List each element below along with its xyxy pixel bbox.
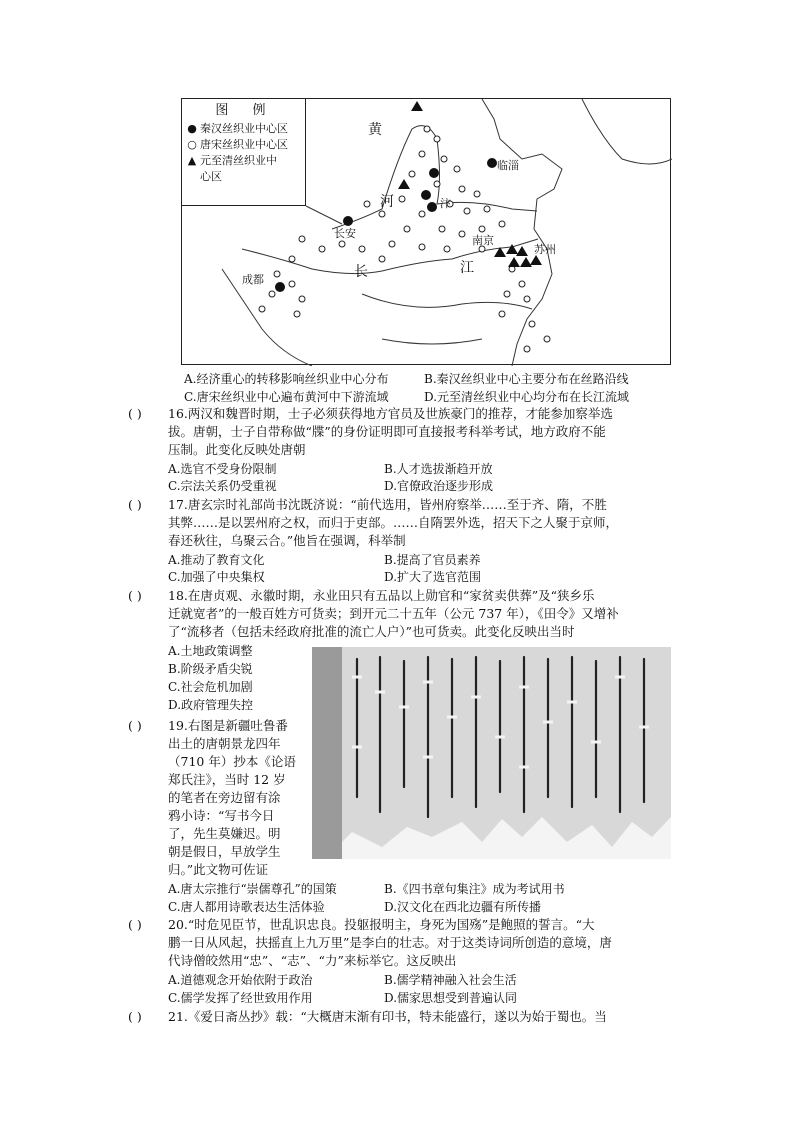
filled-circle-icon: ● xyxy=(187,122,197,135)
question-line: 朝是假日，早放学生 xyxy=(168,844,281,859)
option-a: A.土地政策调整 xyxy=(168,644,253,658)
question-line: 18.在唐贞观、永徽时期，永业田只有五品以上勋官和“家贫卖供葬”及“狭乡乐 xyxy=(168,588,595,603)
question-line: 郑氏注》，当时 12 岁 xyxy=(168,772,286,787)
option-b: B.秦汉丝织业中心主要分布在丝路沿线 xyxy=(424,372,629,386)
place-label: 长安 xyxy=(334,227,356,240)
question-line: 的笔者在旁边留有涂 xyxy=(168,790,281,805)
hollow-circle-icon: ○ xyxy=(187,138,197,151)
option-a: A.经济重心的转移影响丝织业中心分布 xyxy=(184,372,389,386)
answer-bracket: ( ) xyxy=(128,917,142,932)
question-line: 21.《爱日斋丛抄》载：“大概唐末渐有印书，特未能盛行，遂以为始于蜀也。当 xyxy=(168,1009,607,1024)
river-label: 江 xyxy=(460,260,474,276)
answer-bracket: ( ) xyxy=(128,718,142,733)
option-a: A.唐太宗推行“崇儒尊孔”的国策 xyxy=(168,882,337,896)
place-label: 成都 xyxy=(242,273,264,286)
answer-bracket: ( ) xyxy=(128,1009,142,1024)
manuscript-image xyxy=(312,647,671,859)
question-line: 了“流移者（包括未经政府批准的流亡人户）”也可货卖。此变化反映出当时 xyxy=(168,624,575,639)
option-b: B.《四书章句集注》成为考试用书 xyxy=(384,882,565,896)
question-line: 拔。唐朝，士子自带称做“牒”的身份证明即可直接报考科举考试，地方政府不能 xyxy=(168,424,606,439)
question-line: 鹏一日从风起，扶摇直上九万里”是李白的壮志。对于这类诗词所创造的意境，唐 xyxy=(168,935,612,950)
legend-title: 图 例 xyxy=(215,103,276,118)
option-d: D.扩大了选官范围 xyxy=(384,570,482,584)
place-label: 汴 xyxy=(440,197,451,210)
option-c: C.唐宋丝织业中心遍布黄河中下游流域 xyxy=(184,390,389,404)
manuscript-photo xyxy=(312,647,671,859)
legend-label: 唐宋丝织业中心区 xyxy=(200,138,288,151)
legend-item xyxy=(186,137,305,153)
river-label: 河 xyxy=(380,194,394,210)
question-line: 16.两汉和魏晋时期，士子必须获得地方官员及世族豪门的推荐，才能参加察举选 xyxy=(168,406,613,421)
question-line: 20.“时危见臣节，世乱识忠良。投躯报明主，身死为国殇”是鲍照的誓言。“大 xyxy=(168,917,595,932)
option-a: A.推动了教育文化 xyxy=(168,553,265,567)
silk-industry-map xyxy=(181,98,671,365)
river-label: 长 xyxy=(354,264,368,280)
river-label: 黄 xyxy=(368,122,382,138)
option-b: B.提高了官员素养 xyxy=(384,553,481,567)
option-d: D.汉文化在西北边疆有所传播 xyxy=(384,900,542,914)
option-c: C.唐人都用诗歌表达生活体验 xyxy=(168,900,325,914)
place-label: 南京 xyxy=(472,234,494,247)
question-line: （710 年）抄本《论语 xyxy=(168,754,296,769)
option-c: C.儒学发挥了经世致用作用 xyxy=(168,991,313,1005)
question-line: 春还秋往，乌聚云合。”他旨在强调，科举制 xyxy=(168,533,406,548)
question-line: 归。”此文物可佐证 xyxy=(168,862,269,877)
answer-bracket: ( ) xyxy=(128,497,142,512)
legend-label: 秦汉丝织业中心区 xyxy=(200,122,288,135)
map-legend xyxy=(182,99,306,206)
option-b: B.阶级矛盾尖锐 xyxy=(168,662,253,676)
option-c: C.社会危机加剧 xyxy=(168,680,253,694)
option-d: D.元至清丝织业中心均分布在长江流域 xyxy=(424,390,630,404)
question-line: 迁就宽者”的一般百姓方可货卖；到开元二十五年（公元 737 年），《田令》又增补 xyxy=(168,606,619,621)
option-a: A.选官不受身份限制 xyxy=(168,462,277,476)
option-b: B.人才选拔渐趋开放 xyxy=(384,462,493,476)
question-line: 其弊……是以罢州府之权，而归于吏部。……自隋罢外选，招天下之人聚于京师， xyxy=(168,515,619,530)
option-c: C.加强了中央集权 xyxy=(168,570,265,584)
answer-bracket: ( ) xyxy=(128,588,142,603)
legend-item xyxy=(186,121,305,137)
place-label: 苏州 xyxy=(534,243,556,256)
option-c: C.宗法关系仍受重视 xyxy=(168,479,277,493)
legend-label: 元至清丝织业中心区 xyxy=(200,154,277,183)
option-d: D.政府管理失控 xyxy=(168,698,254,712)
question-line: 代诗僧皎然用“忠”、“志”、“力”来标举它。这反映出 xyxy=(168,953,457,968)
question-line: 出土的唐朝景龙四年 xyxy=(168,736,281,751)
option-a: A.道德观念开始依附于政治 xyxy=(168,973,313,987)
option-b: B.儒学精神融入社会生活 xyxy=(384,973,517,987)
question-line: 压制。此变化反映处唐朝 xyxy=(168,442,306,457)
question-line: 了，先生莫嫌迟。明 xyxy=(168,826,281,841)
triangle-icon: ▲ xyxy=(187,154,197,167)
question-line: 17.唐玄宗时礼部尚书沈既济说：“前代选用，皆州府察举……至于齐、隋，不胜 xyxy=(168,497,607,512)
place-label: 临淄 xyxy=(497,159,519,172)
question-line: 19.右图是新疆吐鲁番 xyxy=(168,718,288,733)
option-d: D.官僚政治逐步形成 xyxy=(384,479,494,493)
question-line: 鸦小诗：“写书今日 xyxy=(168,808,275,823)
option-d: D.儒家思想受到普遍认同 xyxy=(384,991,518,1005)
legend-item xyxy=(186,153,305,185)
answer-bracket: ( ) xyxy=(128,406,142,421)
